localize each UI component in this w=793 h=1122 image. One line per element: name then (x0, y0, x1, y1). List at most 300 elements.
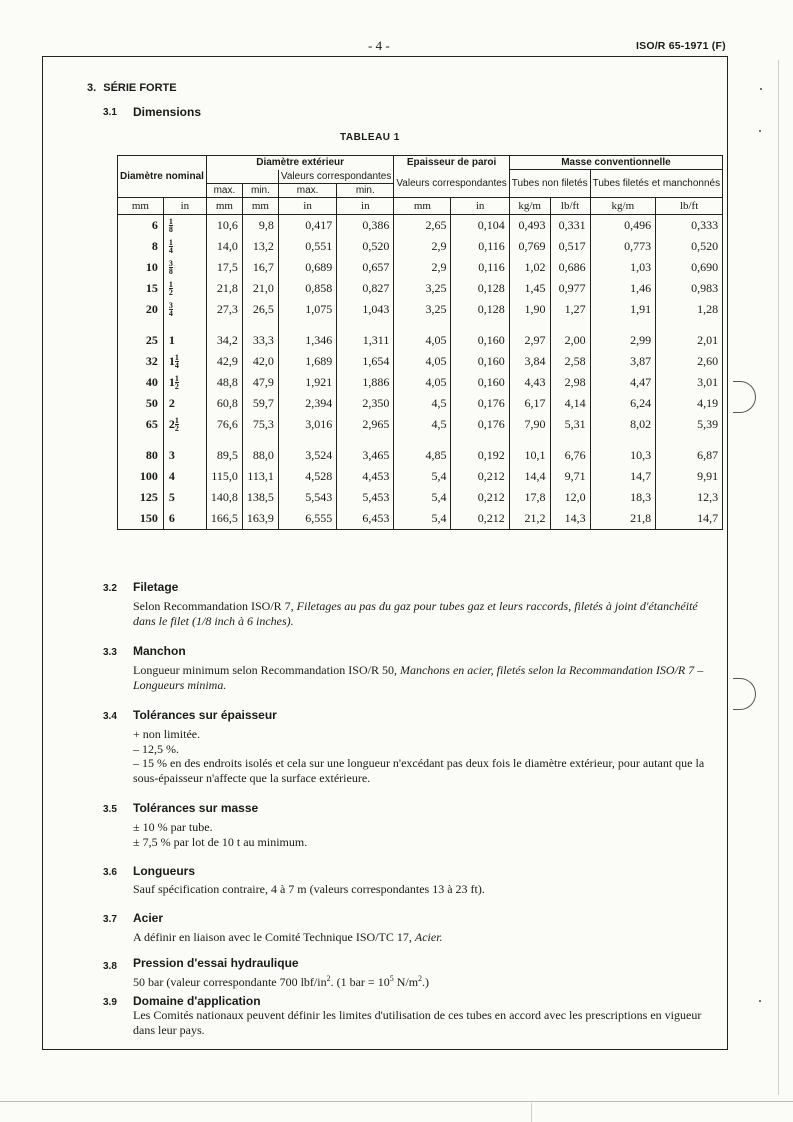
value-cell: 0,493 (509, 214, 550, 236)
table-row (118, 299, 723, 320)
value-cell: 14,4 (509, 466, 550, 487)
value-cell: 2,98 (550, 372, 590, 393)
value-cell: 3,84 (509, 351, 550, 372)
s38-t2: . (1 bar = 10 (330, 975, 390, 989)
scan-edge-vertical (778, 60, 779, 1095)
nominal-mm-cell: 40 (118, 372, 164, 393)
unit-cell: mm (118, 197, 164, 214)
value-cell: 1,075 (278, 299, 336, 320)
nominal-mm-cell: 10 (118, 257, 164, 278)
value-cell: 1,886 (337, 372, 394, 393)
header-max: max. (278, 183, 336, 197)
table-row (118, 278, 723, 299)
nominal-mm-cell: 20 (118, 299, 164, 320)
document-reference: ISO/R 65-1971 (F) (636, 40, 726, 52)
value-cell: 1,45 (509, 278, 550, 299)
s34-text (133, 727, 705, 785)
s37-text-a: A définir en liaison avec le Comité Technique ISO/TC 17, (133, 930, 415, 944)
punch-hole-icon (733, 678, 756, 710)
value-cell: 4,05 (394, 372, 451, 393)
value-cell: 14,7 (656, 508, 723, 530)
page-number: - 4 - (368, 38, 390, 53)
value-cell: 0,983 (656, 278, 723, 299)
unit-cell: mm (242, 197, 278, 214)
value-cell: 1,28 (656, 299, 723, 320)
value-cell: 0,417 (278, 214, 336, 236)
unit-cell: in (163, 197, 206, 214)
value-cell: 0,551 (278, 236, 336, 257)
nominal-inch-cell (163, 414, 206, 435)
s34-line-3: – 15 % en des endroits isolés et cela sur une longueur n'excédant pas deux fois le diamètre extérieur, pour autant que la sous-épaisseur n'affecte que la surface extérieure. (133, 756, 705, 785)
value-cell: 48,8 (206, 372, 242, 393)
nominal-inch-cell (163, 508, 206, 530)
value-cell: 4,85 (394, 445, 451, 466)
value-cell: 2,350 (337, 393, 394, 414)
fraction-numerator: 1 (174, 374, 179, 384)
value-cell: 0,977 (550, 278, 590, 299)
value-cell: 2,965 (337, 414, 394, 435)
header-epaisseur-valeurs: Valeurs correspondantes (394, 170, 509, 198)
fraction-numerator: 1 (174, 353, 179, 363)
value-cell: 6,24 (590, 393, 656, 414)
s35-line-2: ± 7,5 % par lot de 10 t au minimum. (133, 834, 308, 849)
value-cell: 10,6 (206, 214, 242, 236)
nominal-inch-cell (163, 487, 206, 508)
value-cell: 1,654 (337, 351, 394, 372)
table-row (118, 445, 723, 466)
nominal-inch-cell (163, 372, 206, 393)
value-cell: 14,0 (206, 236, 242, 257)
scan-dot-icon (759, 1000, 761, 1002)
unit-cell: in (337, 197, 394, 214)
nominal-inch-cell (163, 257, 206, 278)
nominal-mm-cell: 50 (118, 393, 164, 414)
s37-text (133, 930, 705, 945)
fraction-numerator: 3 (168, 301, 173, 311)
table-row (118, 466, 723, 487)
fraction-numerator: 1 (174, 416, 179, 426)
value-cell: 0,858 (278, 278, 336, 299)
value-cell: 12,3 (656, 487, 723, 508)
header-min: min. (337, 183, 394, 197)
header-min: min. (242, 183, 278, 197)
nominal-inch-cell (163, 299, 206, 320)
value-cell: 4,528 (278, 466, 336, 487)
value-cell: 0,176 (451, 414, 509, 435)
value-cell: 2,58 (550, 351, 590, 372)
value-cell: 0,192 (451, 445, 509, 466)
value-cell: 0,520 (337, 236, 394, 257)
value-cell: 18,3 (590, 487, 656, 508)
value-cell: 0,116 (451, 236, 509, 257)
value-cell: 6,87 (656, 445, 723, 466)
inch-whole: 1 (168, 374, 175, 389)
value-cell: 1,90 (509, 299, 550, 320)
s35-number: 3.5 (103, 804, 117, 815)
value-cell: 4,453 (337, 466, 394, 487)
table-row (118, 351, 723, 372)
value-cell: 0,690 (656, 257, 723, 278)
section-heading (87, 82, 177, 94)
s37-number: 3.7 (103, 914, 117, 925)
value-cell: 0,520 (656, 236, 723, 257)
nominal-mm-cell: 150 (118, 508, 164, 530)
nominal-mm-cell: 80 (118, 445, 164, 466)
table-row (118, 487, 723, 508)
s33-text (133, 663, 705, 692)
header-max-min-mm (206, 170, 278, 184)
header-tubes-non-filetes: Tubes non filetés (509, 170, 590, 198)
s35-text (133, 820, 705, 849)
inch-whole: 6 (168, 510, 175, 525)
value-cell: 14,3 (550, 508, 590, 530)
value-cell: 0,116 (451, 257, 509, 278)
unit-cell: in (278, 197, 336, 214)
inch-fraction (169, 302, 173, 317)
value-cell: 3,25 (394, 299, 451, 320)
fraction-denominator: 2 (174, 424, 179, 434)
fraction-numerator: 3 (168, 259, 173, 269)
fraction-denominator: 8 (168, 225, 173, 235)
table-row (118, 236, 723, 257)
inch-fraction (169, 260, 173, 275)
header-valeurs-correspondantes: Valeurs correspondantes (278, 170, 393, 184)
value-cell: 2,99 (590, 330, 656, 351)
s31-number: 3.1 (103, 107, 117, 118)
value-cell: 5,4 (394, 508, 451, 530)
nominal-inch-cell (163, 278, 206, 299)
table-row (118, 330, 723, 351)
value-cell: 2,9 (394, 236, 451, 257)
group-spacer (118, 320, 723, 330)
s31-title: Dimensions (133, 105, 202, 119)
value-cell: 0,160 (451, 330, 509, 351)
s37-text-italic: Acier. (414, 930, 443, 944)
value-cell: 1,689 (278, 351, 336, 372)
table-row (118, 414, 723, 435)
s35-title: Tolérances sur masse (133, 801, 259, 815)
s32-text-italic: Filetages au pas du gaz pour tubes gaz et leurs raccords, filetés à joint d'étanchéité dans le filet (1/8 inch à 6 inches). (133, 599, 698, 628)
inch-whole: 3 (168, 447, 175, 462)
value-cell: 0,176 (451, 393, 509, 414)
inch-fraction (169, 281, 173, 296)
value-cell: 10,1 (509, 445, 550, 466)
s39-text: Les Comités nationaux peuvent définir les limites d'utilisation de ces tubes en accord avec les prescriptions en vigueur dans leur pays. (133, 1008, 702, 1037)
value-cell: 59,7 (242, 393, 278, 414)
s38-number: 3.8 (103, 961, 117, 972)
units-row (118, 197, 723, 214)
value-cell: 0,160 (451, 372, 509, 393)
s36-number: 3.6 (103, 867, 117, 878)
value-cell: 9,8 (242, 214, 278, 236)
nominal-mm-cell: 15 (118, 278, 164, 299)
s39-title: Domaine d'application (133, 994, 261, 1008)
value-cell: 0,333 (656, 214, 723, 236)
value-cell: 3,25 (394, 278, 451, 299)
value-cell: 140,8 (206, 487, 242, 508)
fraction-denominator: 4 (174, 361, 179, 371)
value-cell: 4,5 (394, 414, 451, 435)
s33-text-a: Longueur minimum selon Recommandation ISO/R 50, (133, 663, 400, 677)
value-cell: 2,97 (509, 330, 550, 351)
value-cell: 0,160 (451, 351, 509, 372)
inch-whole: 1 (168, 332, 175, 347)
fraction-denominator: 2 (168, 288, 173, 298)
inch-whole: 2 (168, 395, 175, 410)
value-cell: 2,00 (550, 330, 590, 351)
value-cell: 89,5 (206, 445, 242, 466)
scan-edge-mark (531, 1103, 532, 1122)
value-cell: 1,311 (337, 330, 394, 351)
value-cell: 42,9 (206, 351, 242, 372)
s39-number: 3.9 (103, 997, 117, 1008)
value-cell: 1,02 (509, 257, 550, 278)
value-cell: 4,05 (394, 330, 451, 351)
value-cell: 5,39 (656, 414, 723, 435)
value-cell: 1,346 (278, 330, 336, 351)
nominal-inch-cell (163, 330, 206, 351)
fraction-numerator: 1 (168, 280, 173, 290)
value-cell: 4,19 (656, 393, 723, 414)
inch-fraction (175, 417, 179, 432)
header-epaisseur: Epaisseur de paroi (394, 156, 509, 170)
value-cell: 16,7 (242, 257, 278, 278)
s38-t3: N/m (393, 975, 419, 989)
value-cell: 5,453 (337, 487, 394, 508)
value-cell: 3,016 (278, 414, 336, 435)
value-cell: 0,773 (590, 236, 656, 257)
value-cell: 2,9 (394, 257, 451, 278)
s32-text-a: Selon Recommandation ISO/R 7, (133, 599, 297, 613)
value-cell: 9,71 (550, 466, 590, 487)
value-cell: 0,386 (337, 214, 394, 236)
group-spacer (118, 435, 723, 445)
section-number: 3. (87, 82, 97, 94)
value-cell: 14,7 (590, 466, 656, 487)
fraction-denominator: 4 (168, 246, 173, 256)
value-cell: 5,4 (394, 487, 451, 508)
header-tubes-filetes: Tubes filetés et manchonnés (590, 170, 722, 198)
header-diametre-exterieur: Diamètre extérieur (206, 156, 393, 170)
unit-cell: mm (394, 197, 451, 214)
value-cell: 0,517 (550, 236, 590, 257)
header-masse: Masse conventionnelle (509, 156, 722, 170)
value-cell: 6,453 (337, 508, 394, 530)
value-cell: 75,3 (242, 414, 278, 435)
value-cell: 0,128 (451, 278, 509, 299)
scan-dot-icon (759, 130, 761, 132)
s38-sup2: 5 (389, 974, 394, 983)
value-cell: 3,465 (337, 445, 394, 466)
value-cell: 6,76 (550, 445, 590, 466)
value-cell: 47,9 (242, 372, 278, 393)
inch-whole: 1 (168, 353, 175, 368)
value-cell: 26,5 (242, 299, 278, 320)
s34-line-2: – 12,5 %. (133, 741, 179, 756)
nominal-mm-cell: 25 (118, 330, 164, 351)
inch-fraction (175, 354, 179, 369)
s32-text (133, 599, 705, 628)
unit-cell: lb/ft (656, 197, 723, 214)
inch-whole: 4 (168, 468, 175, 483)
unit-cell: mm (206, 197, 242, 214)
punch-hole-icon (733, 381, 756, 413)
s36-title: Longueurs (133, 864, 195, 878)
s38-t1: 50 bar (valeur correspondante 700 lbf/in (133, 975, 327, 989)
s38-sup1: 2 (326, 974, 331, 983)
value-cell: 4,43 (509, 372, 550, 393)
value-cell: 0,104 (451, 214, 509, 236)
value-cell: 2,394 (278, 393, 336, 414)
value-cell: 21,2 (509, 508, 550, 530)
scan-edge-horizontal (0, 1101, 793, 1102)
value-cell: 0,212 (451, 508, 509, 530)
value-cell: 0,769 (509, 236, 550, 257)
fraction-numerator: 1 (168, 238, 173, 248)
value-cell: 21,0 (242, 278, 278, 299)
value-cell: 113,1 (242, 466, 278, 487)
s32-title: Filetage (133, 580, 179, 594)
value-cell: 10,3 (590, 445, 656, 466)
header-max: max. (206, 183, 242, 197)
nominal-inch-cell (163, 236, 206, 257)
value-cell: 76,6 (206, 414, 242, 435)
unit-cell: in (451, 197, 509, 214)
value-cell: 60,8 (206, 393, 242, 414)
fraction-denominator: 8 (168, 267, 173, 277)
value-cell: 0,686 (550, 257, 590, 278)
s36-text: Sauf spécification contraire, 4 à 7 m (valeurs correspondantes 13 à 23 ft). (133, 882, 485, 896)
value-cell: 1,46 (590, 278, 656, 299)
s33-title: Manchon (133, 644, 186, 658)
inch-fraction (169, 218, 173, 233)
value-cell: 1,921 (278, 372, 336, 393)
s38-sup3: 2 (418, 974, 423, 983)
value-cell: 2,01 (656, 330, 723, 351)
value-cell: 1,03 (590, 257, 656, 278)
value-cell: 2,60 (656, 351, 723, 372)
value-cell: 3,524 (278, 445, 336, 466)
table-row (118, 214, 723, 236)
nominal-mm-cell: 32 (118, 351, 164, 372)
value-cell: 17,5 (206, 257, 242, 278)
value-cell: 17,8 (509, 487, 550, 508)
value-cell: 0,496 (590, 214, 656, 236)
s38-t4: .) (422, 975, 430, 989)
value-cell: 1,043 (337, 299, 394, 320)
value-cell: 34,2 (206, 330, 242, 351)
table-row (118, 508, 723, 530)
value-cell: 8,02 (590, 414, 656, 435)
unit-cell: kg/m (509, 197, 550, 214)
header-diametre-nominal: Diamètre nominal (118, 156, 207, 198)
unit-cell: lb/ft (550, 197, 590, 214)
value-cell: 6,17 (509, 393, 550, 414)
inch-whole: 5 (168, 489, 175, 504)
nominal-inch-cell (163, 445, 206, 466)
value-cell: 0,657 (337, 257, 394, 278)
nominal-inch-cell (163, 214, 206, 236)
nominal-mm-cell: 100 (118, 466, 164, 487)
value-cell: 0,827 (337, 278, 394, 299)
value-cell: 5,543 (278, 487, 336, 508)
value-cell: 4,14 (550, 393, 590, 414)
s34-number: 3.4 (103, 711, 117, 722)
value-cell: 5,4 (394, 466, 451, 487)
value-cell: 0,212 (451, 487, 509, 508)
nominal-mm-cell: 8 (118, 236, 164, 257)
value-cell: 4,05 (394, 351, 451, 372)
s34-title: Tolérances sur épaisseur (133, 708, 277, 722)
fraction-denominator: 4 (168, 309, 173, 319)
value-cell: 0,331 (550, 214, 590, 236)
value-cell: 0,689 (278, 257, 336, 278)
value-cell: 3,01 (656, 372, 723, 393)
table-row (118, 372, 723, 393)
fraction-numerator: 1 (168, 217, 173, 227)
value-cell: 21,8 (206, 278, 242, 299)
value-cell: 1,91 (590, 299, 656, 320)
table-row (118, 393, 723, 414)
value-cell: 115,0 (206, 466, 242, 487)
value-cell: 4,5 (394, 393, 451, 414)
value-cell: 138,5 (242, 487, 278, 508)
value-cell: 163,9 (242, 508, 278, 530)
value-cell: 12,0 (550, 487, 590, 508)
scan-dot-icon (760, 88, 762, 90)
s34-line-1: + non limitée. (133, 727, 201, 741)
s38-title: Pression d'essai hydraulique (133, 956, 299, 970)
dimensions-table (117, 155, 723, 530)
table-row (118, 257, 723, 278)
value-cell: 33,3 (242, 330, 278, 351)
value-cell: 13,2 (242, 236, 278, 257)
s33-text-italic: Manchons en acier, filetés selon la Recommandation ISO/R 7 – Longueurs minima. (133, 663, 704, 692)
value-cell: 7,90 (509, 414, 550, 435)
value-cell: 6,555 (278, 508, 336, 530)
value-cell: 4,47 (590, 372, 656, 393)
fraction-denominator: 2 (174, 382, 179, 392)
value-cell: 1,27 (550, 299, 590, 320)
s32-number: 3.2 (103, 583, 117, 594)
inch-fraction (175, 375, 179, 390)
value-cell: 3,87 (590, 351, 656, 372)
s35-line-1: ± 10 % par tube. (133, 820, 213, 834)
value-cell: 166,5 (206, 508, 242, 530)
s37-title: Acier (133, 911, 164, 925)
nominal-inch-cell (163, 351, 206, 372)
value-cell: 88,0 (242, 445, 278, 466)
unit-cell: kg/m (590, 197, 656, 214)
value-cell: 0,212 (451, 466, 509, 487)
nominal-mm-cell: 65 (118, 414, 164, 435)
s38-text (133, 972, 705, 990)
value-cell: 42,0 (242, 351, 278, 372)
nominal-mm-cell: 125 (118, 487, 164, 508)
table-caption: TABLEAU 1 (340, 132, 400, 143)
inch-fraction (169, 239, 173, 254)
value-cell: 9,91 (656, 466, 723, 487)
nominal-inch-cell (163, 393, 206, 414)
value-cell: 5,31 (550, 414, 590, 435)
value-cell: 2,65 (394, 214, 451, 236)
value-cell: 21,8 (590, 508, 656, 530)
inch-whole: 2 (168, 416, 175, 431)
value-cell: 0,128 (451, 299, 509, 320)
nominal-inch-cell (163, 466, 206, 487)
section-title: SÉRIE FORTE (103, 82, 177, 94)
value-cell: 27,3 (206, 299, 242, 320)
